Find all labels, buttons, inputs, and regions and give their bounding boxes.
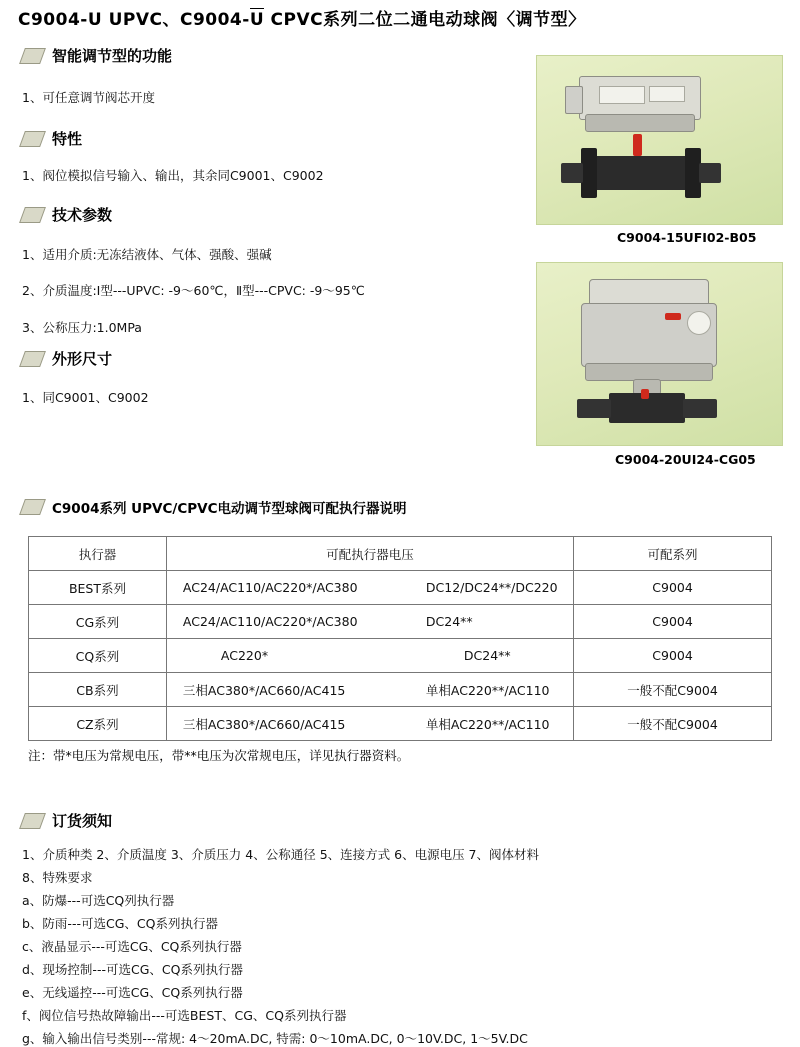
section-heading-feature bbox=[22, 128, 82, 149]
cell-voltage bbox=[166, 707, 573, 741]
product-photo-1-caption: C9004-15UFI02-B05 bbox=[617, 230, 757, 245]
product-photo-2 bbox=[536, 262, 783, 446]
table-row bbox=[29, 571, 772, 605]
section-heading-dimension-label: 外形尺寸 bbox=[52, 350, 113, 368]
cell-series: CG系列 bbox=[29, 605, 167, 639]
section-marker-icon bbox=[19, 207, 46, 223]
cell-voltage-ac: AC24/AC110/AC220*/AC380 bbox=[182, 580, 358, 595]
section-marker-icon bbox=[19, 499, 46, 515]
cell-voltage-ac: AC24/AC110/AC220*/AC380 bbox=[182, 614, 358, 629]
product-photo-2-caption: C9004-20UI24-CG05 bbox=[615, 452, 756, 467]
order-line-6: d、现场控制---可选CG、CQ系列执行器 bbox=[22, 962, 243, 977]
table-header-series: 可配系列 bbox=[574, 537, 772, 571]
section-heading-tech bbox=[22, 204, 112, 225]
cell-series: BEST系列 bbox=[29, 571, 167, 605]
cell-voltage-dc: 单相AC220**/AC110 bbox=[425, 682, 550, 698]
table-header-voltage: 可配执行器电压 bbox=[166, 537, 573, 571]
actuator-voltage-table bbox=[28, 536, 772, 741]
table-row bbox=[29, 707, 772, 741]
cell-voltage-ac: AC220* bbox=[220, 648, 269, 663]
dimension-item-1: 1、同C9001、C9002 bbox=[22, 390, 149, 405]
cell-voltage bbox=[166, 605, 573, 639]
cell-series: CZ系列 bbox=[29, 707, 167, 741]
cell-voltage-dc: DC24** bbox=[463, 648, 511, 663]
cell-voltage-dc: DC24** bbox=[425, 614, 473, 629]
order-line-3: a、防爆---可选CQ列执行器 bbox=[22, 893, 175, 908]
order-line-8: f、阀位信号热故障输出---可选BEST、CG、CQ系列执行器 bbox=[22, 1008, 347, 1023]
cell-voltage-dc: 单相AC220**/AC110 bbox=[425, 716, 550, 732]
order-line-5: c、液晶显示---可选CG、CQ系列执行器 bbox=[22, 939, 242, 954]
cell-match: C9004 bbox=[574, 571, 772, 605]
order-line-4: b、防雨---可选CG、CQ系列执行器 bbox=[22, 916, 218, 931]
cell-voltage-ac: 三相AC380*/AC660/AC415 bbox=[182, 682, 346, 698]
page-title-post: CPVC系列二位二通电动球阀〈调节型〉 bbox=[264, 10, 586, 30]
table-row bbox=[29, 673, 772, 707]
section-heading-tech-label: 技术参数 bbox=[52, 206, 113, 224]
table-note: 注：带*电压为常规电压，带**电压为次常规电压，详见执行器资料。 bbox=[28, 748, 410, 763]
cell-match: 一般不配C9004 bbox=[574, 673, 772, 707]
cell-match: C9004 bbox=[574, 605, 772, 639]
order-line-7: e、无线遥控---可选CG、CQ系列执行器 bbox=[22, 985, 243, 1000]
tech-item-3: 3、公称压力:1.0MPa bbox=[22, 320, 142, 335]
tech-item-1: 1、适用介质:无冻结液体、气体、强酸、强碱 bbox=[22, 247, 272, 262]
tech-item-2: 2、介质温度:Ⅰ型---UPVC: -9～60℃，Ⅱ型---CPVC: -9～95℃ bbox=[22, 283, 365, 298]
cell-match: 一般不配C9004 bbox=[574, 707, 772, 741]
cell-series: CB系列 bbox=[29, 673, 167, 707]
cell-voltage bbox=[166, 639, 573, 673]
table-header-actuator: 执行器 bbox=[29, 537, 167, 571]
section-heading-dimension bbox=[22, 348, 112, 369]
cell-match: C9004 bbox=[574, 639, 772, 673]
product-photo-1 bbox=[536, 55, 783, 225]
page-title-pre: C9004-U UPVC、C9004- bbox=[18, 10, 250, 30]
section-heading-functions-label: 智能调节型的功能 bbox=[52, 47, 173, 65]
cell-voltage-ac: 三相AC380*/AC660/AC415 bbox=[182, 716, 346, 732]
table-row bbox=[29, 605, 772, 639]
section-marker-icon bbox=[19, 351, 46, 367]
feature-item-1: 1、阀位模拟信号输入、输出，其余同C9001、C9002 bbox=[22, 168, 324, 183]
order-line-9: g、输入输出信号类别---常规: 4～20mA.DC, 特需: 0～10mA.DC, 0～10V.DC, 1～5V.DC bbox=[22, 1031, 528, 1046]
order-line-1: 1、介质种类 2、介质温度 3、介质压力 4、公称通径 5、连接方式 6、电源电压 7、阀体材料 bbox=[22, 847, 540, 862]
section-heading-order bbox=[22, 810, 112, 831]
cell-voltage bbox=[166, 673, 573, 707]
section-heading-feature-label: 特性 bbox=[52, 130, 83, 148]
cell-series: CQ系列 bbox=[29, 639, 167, 673]
functions-item-1: 1、可任意调节阀芯开度 bbox=[22, 90, 155, 105]
section-heading-actuator bbox=[22, 497, 406, 517]
cell-voltage-dc: DC12/DC24**/DC220 bbox=[425, 580, 558, 595]
table-header-row bbox=[29, 537, 772, 571]
section-marker-icon bbox=[19, 131, 46, 147]
section-marker-icon bbox=[19, 813, 46, 829]
section-heading-functions bbox=[22, 45, 172, 66]
table-row bbox=[29, 639, 772, 673]
section-heading-order-label: 订货须知 bbox=[52, 812, 113, 830]
cell-voltage bbox=[166, 571, 573, 605]
page-title bbox=[18, 5, 586, 30]
section-heading-actuator-label: C9004系列 UPVC/CPVC电动调节型球阀可配执行器说明 bbox=[52, 501, 407, 517]
order-line-2: 8、特殊要求 bbox=[22, 870, 93, 885]
section-marker-icon bbox=[19, 48, 46, 64]
page-title-overline: U bbox=[249, 10, 265, 30]
